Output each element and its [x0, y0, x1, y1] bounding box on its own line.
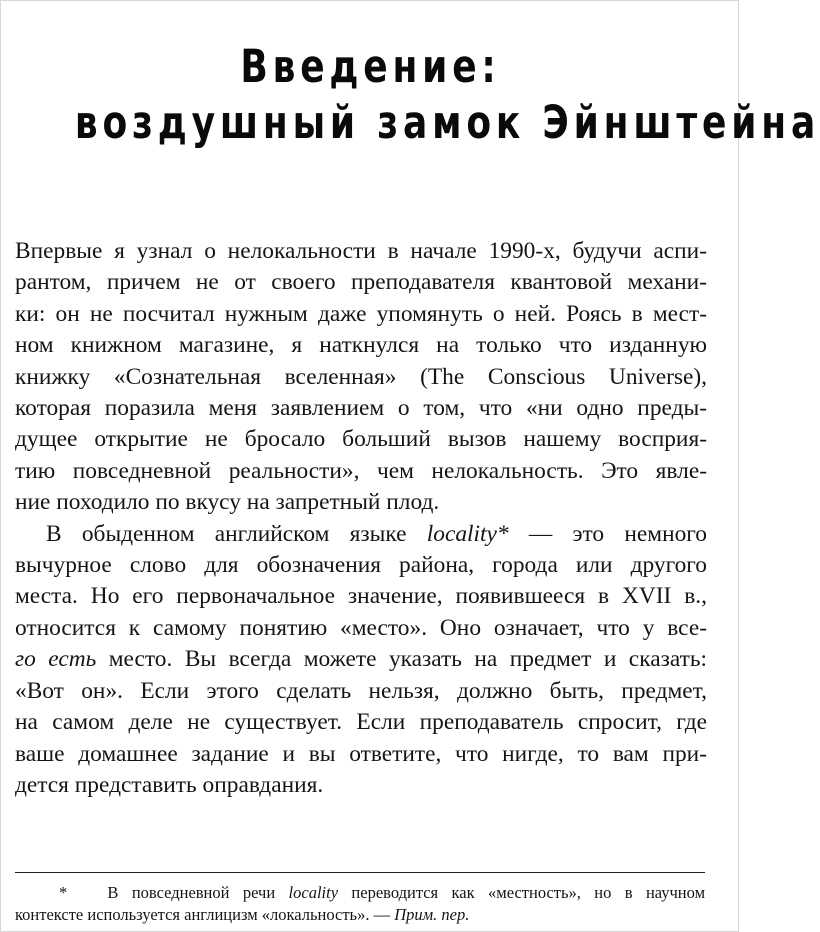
- paragraph-2-line: «Вот он». Если этого сделать нельзя, должно быть, предмет,: [15, 677, 707, 704]
- paragraph-2-line: [15, 519, 707, 550]
- paragraph-1-line: рантом, причем не от своего преподавателя квантовой механи-: [15, 269, 707, 296]
- footnote-text: переводится как «местность», но в научном: [338, 883, 706, 902]
- paragraph-1-line: тию повседневной реальности», чем нелокальность. Это явле-: [15, 457, 707, 484]
- paragraph-1-line: ние походило по вкусу на запретный плод.: [15, 489, 440, 516]
- translator-note: Прим. пер.: [394, 904, 470, 924]
- footnote-text: В повседневной речи: [107, 883, 289, 902]
- paragraph-1-line: дущее открытие не бросало больший вызов нашему восприя-: [15, 426, 707, 453]
- paragraph-2-line: вычурное слово для обозначения района, города или другого: [15, 552, 707, 579]
- emphasis-text: го есть: [15, 646, 97, 673]
- footnote-text: контексте используется англицизм «локальность». —: [15, 904, 395, 924]
- paragraph-2-line: места. Но его первоначальное значение, появившееся в XVII в.,: [15, 583, 707, 610]
- paragraph-2-text: В обыденном английском языке: [46, 520, 427, 547]
- title-line-1: Введение:: [240, 40, 501, 94]
- footnote: [15, 882, 705, 925]
- paragraph-1-line: которая поразила меня заявлением о том, что «ни одно преды-: [15, 395, 707, 422]
- paragraph-2-text: место. Вы всегда можете указать на предмет и сказать:: [96, 646, 707, 673]
- footnote-line: [15, 904, 705, 926]
- body-text: [15, 236, 707, 801]
- paragraph-1-line: ном книжном магазине, я наткнулся на только что изданную: [15, 332, 707, 359]
- paragraph-2-line: дется представить оправдания.: [15, 771, 324, 798]
- paragraph-1: [15, 236, 707, 519]
- paragraph-1-line: Впервые я узнал о нелокальности в начале 1990-х, будучи аспи-: [15, 238, 707, 264]
- paragraph-1-line: ки: он не посчитал нужным даже упомянуть о ней. Роясь в мест-: [15, 300, 707, 327]
- footnote-line: [15, 882, 705, 904]
- paragraph-2-line: [15, 644, 707, 675]
- paragraph-2-text: — это немного: [508, 520, 707, 547]
- paragraph-2-line: ваше домашнее задание и вы ответите, что нигде, то вам при-: [15, 740, 707, 767]
- page-title: [74, 39, 820, 151]
- paragraph-2-line: на самом деле не существует. Если преподаватель спросит, где: [15, 709, 707, 736]
- paragraph-2-line: относится к самому понятию «место». Оно означает, что у все-: [15, 614, 707, 641]
- title-line-2: воздушный замок Эйнштейна: [74, 96, 820, 150]
- term-locality-footnote-ref[interactable]: locality*: [426, 520, 509, 547]
- footnote-term: locality: [288, 883, 339, 902]
- paragraph-1-line: книжку «Сознательная вселенная» (The Conscious Universe),: [15, 363, 707, 390]
- paragraph-2: [15, 519, 707, 802]
- footnote-divider: [15, 872, 705, 873]
- footnote-marker: *: [59, 883, 68, 902]
